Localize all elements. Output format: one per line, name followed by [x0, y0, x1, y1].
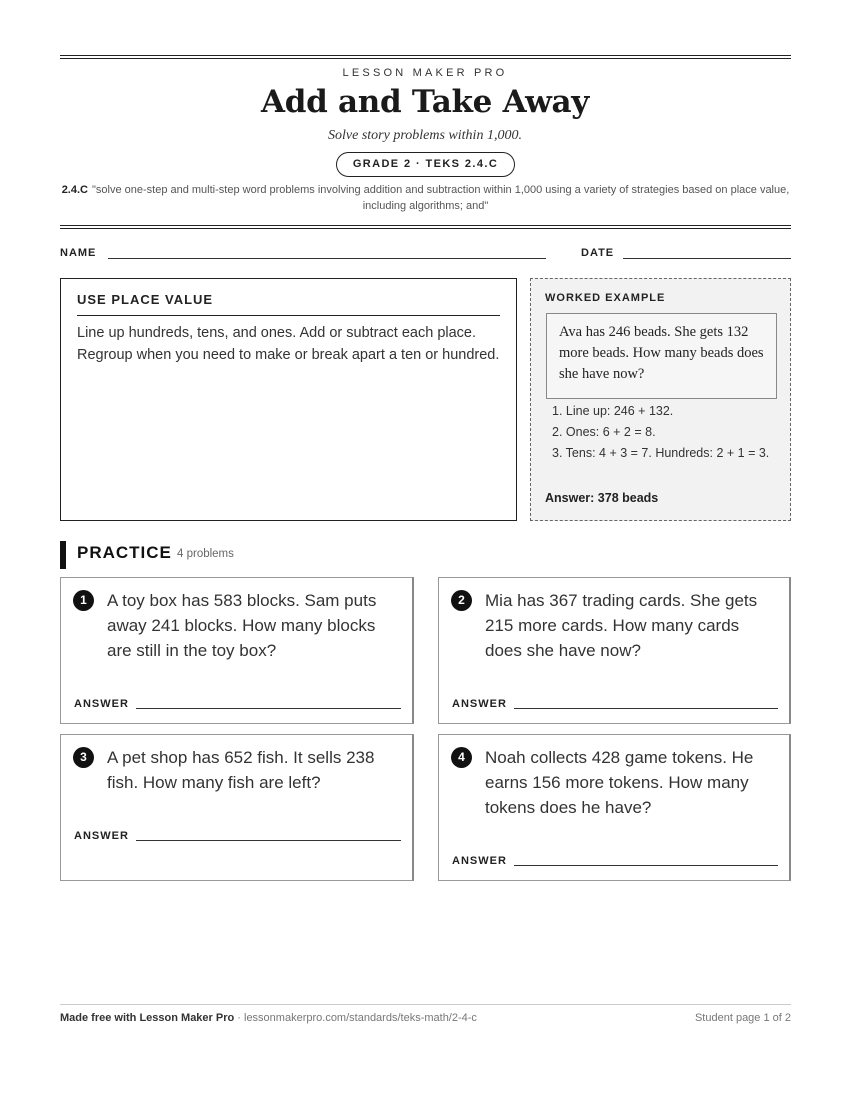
answer-line[interactable]	[136, 840, 401, 841]
problem-text: Mia has 367 trading cards. She gets 215 more cards. How many cards does she have now?	[485, 591, 758, 660]
page-title: Add and Take Away	[261, 84, 589, 120]
standard-code: 2.4.C	[61, 184, 88, 196]
problem-card	[60, 734, 414, 881]
practice-title: PRACTICE	[77, 543, 172, 562]
problem-number-badge: 1	[73, 590, 94, 611]
answer-label: ANSWER	[74, 830, 129, 842]
problem-number-badge: 3	[73, 747, 94, 768]
footer-page-number: Student page 1 of 2	[694, 1012, 791, 1024]
problem-card	[60, 577, 414, 724]
problem-card	[438, 734, 791, 881]
worked-example-step: 2. Ones: 6 + 2 = 8.	[552, 425, 656, 439]
page-subtitle: Solve story problems within 1,000.	[328, 128, 522, 143]
problem-text: A toy box has 583 blocks. Sam puts away 241 blocks. How many blocks are still in the toy box?	[107, 591, 377, 660]
worked-example-answer: Answer: 378 beads	[545, 491, 659, 505]
worked-example-problem: Ava has 246 beads. She gets 132 more beads. How many beads does she have now?	[546, 313, 777, 399]
worked-example-step: 3. Tens: 4 + 3 = 7. Hundreds: 2 + 1 = 3.	[552, 446, 770, 460]
footer-made-by: Made free with Lesson Maker Pro	[60, 1012, 235, 1024]
footer-separator: ·	[234, 1012, 244, 1024]
footer-rule	[60, 1004, 791, 1005]
problem-number-badge: 2	[451, 590, 472, 611]
answer-label: ANSWER	[452, 855, 507, 867]
place-value-body: Line up hundreds, tens, and ones. Add or subtract each place. Regroup when you need to make or break apart a ten or hundred.	[77, 325, 500, 363]
standard-text: "solve one-step and multi-step word problems involving addition and subtraction within 1,000 using a variety of strategies based on place value, including algorithms; and"	[91, 184, 790, 212]
place-value-heading: USE PLACE VALUE	[77, 292, 500, 316]
footer-credit	[60, 1012, 477, 1024]
place-value-panel	[60, 278, 517, 521]
practice-count: 4 problems	[177, 548, 234, 560]
answer-label: ANSWER	[74, 698, 129, 710]
problem-text: A pet shop has 652 fish. It sells 238 fish. How many fish are left?	[107, 748, 375, 792]
name-label: NAME	[60, 247, 97, 259]
grade-badge: GRADE 2 · TEKS 2.4.C	[336, 152, 515, 177]
problem-text: Noah collects 428 game tokens. He earns 156 more tokens. How many tokens does he have?	[485, 748, 754, 817]
problem-number-badge: 4	[451, 747, 472, 768]
name-field[interactable]	[108, 258, 546, 259]
answer-line[interactable]	[514, 865, 778, 866]
header-top-rule	[60, 55, 791, 59]
worked-example-heading: WORKED EXAMPLE	[545, 292, 666, 304]
answer-line[interactable]	[514, 708, 778, 709]
date-field[interactable]	[623, 258, 791, 259]
problem-card	[438, 577, 791, 724]
brand-name: LESSON MAKER PRO	[342, 67, 508, 79]
answer-label: ANSWER	[452, 698, 507, 710]
answer-line[interactable]	[136, 708, 401, 709]
practice-accent-bar	[60, 541, 66, 569]
worked-example-step: 1. Line up: 246 + 132.	[552, 404, 674, 418]
standard-description	[60, 182, 791, 214]
worked-example-panel	[530, 278, 791, 521]
header-bottom-rule	[60, 225, 791, 229]
worked-example-steps	[545, 401, 781, 464]
date-label: DATE	[581, 247, 615, 259]
footer-url-link[interactable]: lessonmakerpro.com/standards/teks-math/2-4-c	[244, 1012, 477, 1024]
